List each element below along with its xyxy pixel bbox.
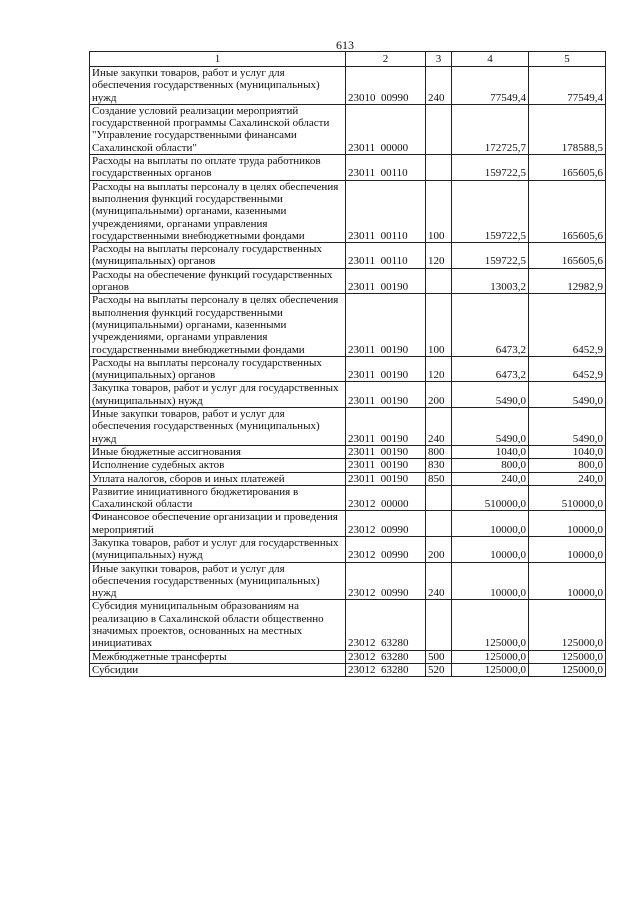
page-number: 613	[336, 38, 354, 52]
amount-year-1: 159722,5	[452, 180, 529, 242]
expense-type: 240	[426, 562, 452, 600]
amount-year-1: 125000,0	[452, 650, 529, 663]
table-row	[90, 459, 606, 472]
target-code: 23012 63280	[346, 600, 426, 650]
amount-year-2: 6452,9	[529, 294, 606, 356]
amount-year-2: 5490,0	[529, 408, 606, 446]
expense-name: Расходы на выплаты персоналу государственных (муниципальных) органов	[90, 243, 346, 269]
target-code: 23012 00990	[346, 536, 426, 562]
expense-type: 850	[426, 472, 452, 485]
table-row	[90, 472, 606, 485]
table-row	[90, 562, 606, 600]
target-code: 23011 00190	[346, 408, 426, 446]
amount-year-2: 510000,0	[529, 485, 606, 511]
amount-year-2: 125000,0	[529, 600, 606, 650]
expense-name: Межбюджетные трансферты	[90, 650, 346, 663]
amount-year-1: 125000,0	[452, 663, 529, 676]
amount-year-1: 13003,2	[452, 268, 529, 294]
expense-type	[426, 155, 452, 181]
target-code: 23011 00190	[346, 356, 426, 382]
expense-type	[426, 485, 452, 511]
amount-year-1: 10000,0	[452, 511, 529, 537]
expense-type: 200	[426, 536, 452, 562]
expense-type	[426, 104, 452, 154]
target-code: 23012 00990	[346, 511, 426, 537]
target-code: 23011 00190	[346, 294, 426, 356]
expense-type	[426, 511, 452, 537]
target-code: 23011 00110	[346, 243, 426, 269]
column-header-3: 3	[426, 52, 452, 67]
target-code: 23012 00990	[346, 562, 426, 600]
amount-year-1: 125000,0	[452, 600, 529, 650]
expense-type: 100	[426, 294, 452, 356]
table-row	[90, 536, 606, 562]
amount-year-1: 10000,0	[452, 562, 529, 600]
expense-name: Иные бюджетные ассигнования	[90, 445, 346, 458]
expense-name: Иные закупки товаров, работ и услуг для обеспечения государственных (муниципальных) нужд	[90, 562, 346, 600]
expense-name: Создание условий реализации мероприятий государственной программы Сахалинской области "Управление государственными финансами Сахалинской области"	[90, 104, 346, 154]
table-row	[90, 445, 606, 458]
amount-year-2: 165605,6	[529, 155, 606, 181]
amount-year-1: 800,0	[452, 459, 529, 472]
expense-name: Расходы на выплаты персоналу в целях обеспечения выполнения функций государственными (муниципальными) органами, казенными учреждениями, органами управления государственными внебюджетными фондами	[90, 294, 346, 356]
expense-name: Расходы на выплаты по оплате труда работников государственных органов	[90, 155, 346, 181]
table-row	[90, 67, 606, 105]
amount-year-2: 12982,9	[529, 268, 606, 294]
expense-type: 240	[426, 67, 452, 105]
expense-type: 800	[426, 445, 452, 458]
column-header-1: 1	[90, 52, 346, 67]
table-row	[90, 155, 606, 181]
table-row	[90, 485, 606, 511]
expense-name: Развитие инициативного бюджетирования в Сахалинской области	[90, 485, 346, 511]
amount-year-2: 6452,9	[529, 356, 606, 382]
table-row	[90, 268, 606, 294]
table-row	[90, 180, 606, 242]
expense-name: Субсидии	[90, 663, 346, 676]
expense-name: Расходы на выплаты персоналу государственных (муниципальных) органов	[90, 356, 346, 382]
expense-name: Субсидия муниципальным образованиям на реализацию в Сахалинской области общественно значимых проектов, основанных на местных инициативах	[90, 600, 346, 650]
target-code: 23011 00190	[346, 382, 426, 408]
amount-year-1: 5490,0	[452, 408, 529, 446]
target-code: 23010 00990	[346, 67, 426, 105]
target-code: 23011 00190	[346, 472, 426, 485]
column-header-4: 4	[452, 52, 529, 67]
expense-name: Уплата налогов, сборов и иных платежей	[90, 472, 346, 485]
target-code: 23011 00000	[346, 104, 426, 154]
expense-name: Закупка товаров, работ и услуг для государственных (муниципальных) нужд	[90, 536, 346, 562]
amount-year-1: 1040,0	[452, 445, 529, 458]
expense-name: Расходы на выплаты персоналу в целях обеспечения выполнения функций государственными (муниципальными) органами, казенными учреждениями, органами управления государственными внебюджетными фондами	[90, 180, 346, 242]
amount-year-1: 77549,4	[452, 67, 529, 105]
target-code: 23011 00110	[346, 180, 426, 242]
expense-name: Закупка товаров, работ и услуг для государственных (муниципальных) нужд	[90, 382, 346, 408]
header-row	[90, 52, 606, 67]
table-row	[90, 408, 606, 446]
amount-year-1: 6473,2	[452, 294, 529, 356]
target-code: 23012 00000	[346, 485, 426, 511]
amount-year-2: 240,0	[529, 472, 606, 485]
amount-year-2: 178588,5	[529, 104, 606, 154]
target-code: 23011 00190	[346, 445, 426, 458]
expense-name: Расходы на обеспечение функций государственных органов	[90, 268, 346, 294]
amount-year-1: 6473,2	[452, 356, 529, 382]
table-row	[90, 104, 606, 154]
table-row	[90, 382, 606, 408]
expense-type: 120	[426, 243, 452, 269]
amount-year-1: 240,0	[452, 472, 529, 485]
target-code: 23012 63280	[346, 650, 426, 663]
expense-type: 500	[426, 650, 452, 663]
table-row	[90, 600, 606, 650]
expense-name: Иные закупки товаров, работ и услуг для обеспечения государственных (муниципальных) нужд	[90, 408, 346, 446]
amount-year-2: 165605,6	[529, 243, 606, 269]
expense-type: 520	[426, 663, 452, 676]
amount-year-2: 10000,0	[529, 562, 606, 600]
budget-table	[89, 51, 606, 677]
amount-year-2: 800,0	[529, 459, 606, 472]
table-row	[90, 663, 606, 676]
expense-name: Финансовое обеспечение организации и проведения мероприятий	[90, 511, 346, 537]
amount-year-2: 10000,0	[529, 536, 606, 562]
target-code: 23011 00190	[346, 268, 426, 294]
table-row	[90, 294, 606, 356]
amount-year-1: 159722,5	[452, 155, 529, 181]
amount-year-1: 159722,5	[452, 243, 529, 269]
expense-type: 240	[426, 408, 452, 446]
expense-name: Иные закупки товаров, работ и услуг для обеспечения государственных (муниципальных) нужд	[90, 67, 346, 105]
expense-type: 120	[426, 356, 452, 382]
target-code: 23011 00110	[346, 155, 426, 181]
target-code: 23011 00190	[346, 459, 426, 472]
amount-year-2: 125000,0	[529, 650, 606, 663]
target-code: 23012 63280	[346, 663, 426, 676]
table-row	[90, 650, 606, 663]
expense-type: 830	[426, 459, 452, 472]
amount-year-1: 5490,0	[452, 382, 529, 408]
amount-year-1: 510000,0	[452, 485, 529, 511]
column-header-2: 2	[346, 52, 426, 67]
table-row	[90, 511, 606, 537]
amount-year-2: 1040,0	[529, 445, 606, 458]
expense-type: 100	[426, 180, 452, 242]
table-body	[90, 67, 606, 677]
amount-year-1: 10000,0	[452, 536, 529, 562]
amount-year-2: 10000,0	[529, 511, 606, 537]
expense-name: Исполнение судебных актов	[90, 459, 346, 472]
amount-year-2: 165605,6	[529, 180, 606, 242]
column-header-5: 5	[529, 52, 606, 67]
amount-year-2: 125000,0	[529, 663, 606, 676]
expense-type	[426, 600, 452, 650]
expense-type	[426, 268, 452, 294]
amount-year-2: 5490,0	[529, 382, 606, 408]
expense-type: 200	[426, 382, 452, 408]
table-row	[90, 356, 606, 382]
amount-year-1: 172725,7	[452, 104, 529, 154]
table-row	[90, 243, 606, 269]
amount-year-2: 77549,4	[529, 67, 606, 105]
